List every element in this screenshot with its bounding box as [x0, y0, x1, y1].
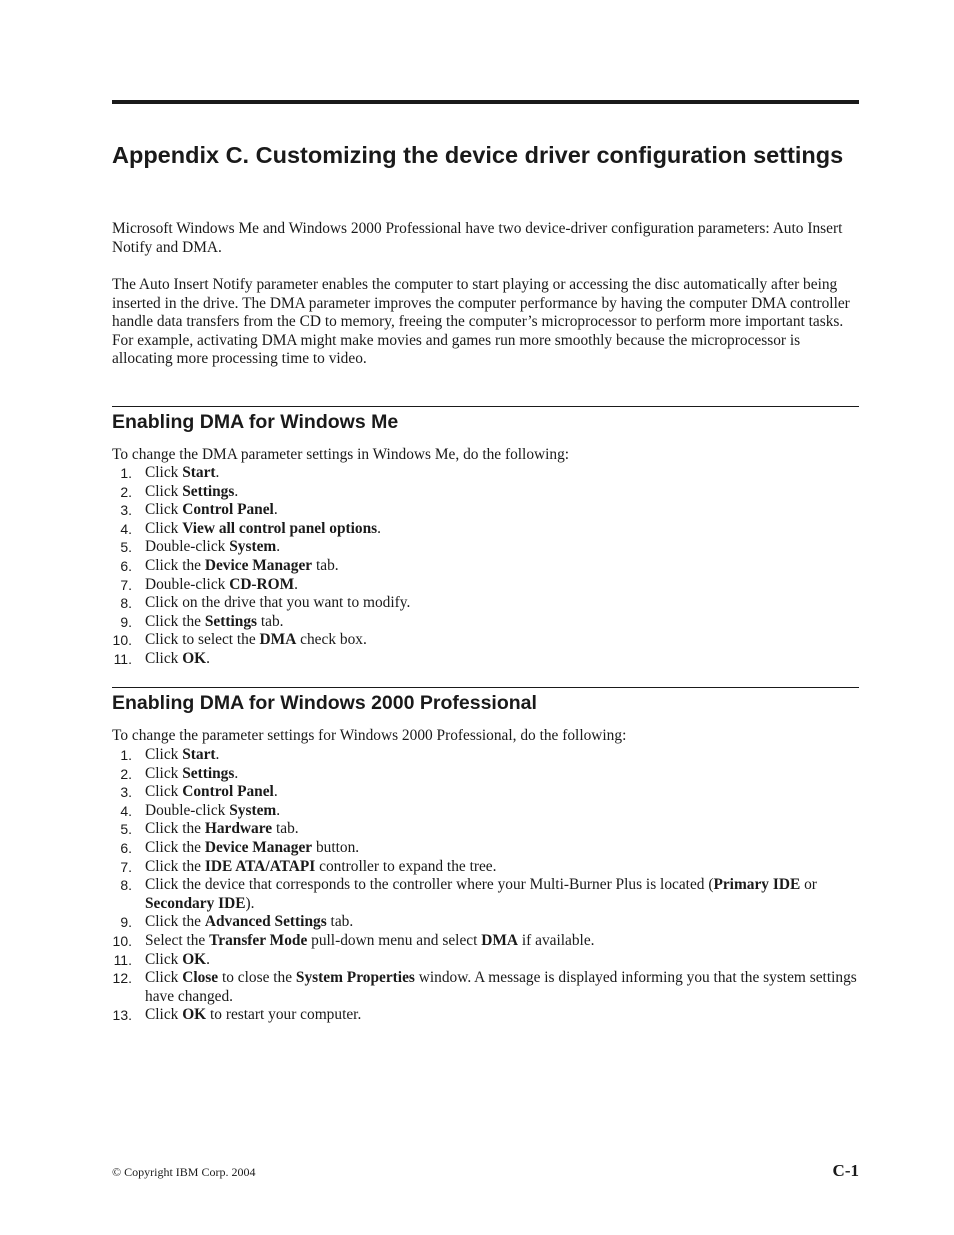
step-item: [112, 951, 859, 970]
step-number: 2.: [120, 765, 132, 782]
ui-term: DMA: [481, 931, 519, 949]
step-text: [145, 650, 210, 667]
ui-term: OK: [182, 1006, 207, 1024]
ui-term: Secondary IDE: [145, 894, 246, 912]
step-number: 4.: [120, 520, 132, 537]
step-number: 13.: [112, 1007, 132, 1024]
step-number: 11.: [113, 650, 132, 667]
ui-term: Settings: [204, 612, 258, 630]
ui-term: System: [229, 538, 277, 556]
step-item: [112, 765, 859, 784]
step-text: [145, 969, 857, 1005]
step-item: [112, 483, 859, 502]
step-text-run: Click: [145, 649, 183, 667]
section-rule-windows-me: [112, 406, 859, 407]
step-number: 4.: [120, 802, 132, 819]
section-lead-windows-me: To change the DMA parameter settings in Windows Me, do the following:: [112, 446, 570, 463]
step-text-run: .: [206, 649, 211, 667]
step-text-run: .: [276, 538, 281, 556]
ui-term: Device Manager: [204, 838, 313, 856]
section-rule-windows-2000: [112, 687, 859, 688]
step-text-run: Click: [145, 783, 183, 801]
step-text-run: .: [234, 482, 239, 500]
step-text-run: Click the: [145, 913, 205, 931]
step-number: 3.: [120, 502, 132, 519]
step-text-run: to restart your computer.: [206, 1006, 362, 1024]
step-text: [145, 783, 278, 800]
step-item: [112, 1006, 859, 1025]
step-number: 3.: [120, 784, 132, 801]
step-text-run: .: [273, 501, 278, 519]
step-number: 7.: [120, 858, 132, 875]
step-text: [145, 951, 210, 968]
ui-term: Close: [182, 969, 219, 987]
ui-term: CD-ROM: [229, 575, 295, 593]
step-text-run: Click: [145, 501, 183, 519]
step-text-run: Double-click: [145, 575, 230, 593]
ui-term: Control Panel: [182, 501, 274, 519]
ui-term: IDE ATA/ATAPI: [204, 857, 316, 875]
top-rule: [112, 100, 859, 104]
steps-list-windows-me: [112, 464, 859, 669]
step-item: [112, 802, 859, 821]
step-text-run: Click to select the: [145, 631, 260, 649]
step-text: [145, 501, 278, 518]
step-number: 10.: [112, 632, 132, 649]
step-text: [145, 802, 280, 819]
step-text: [145, 820, 299, 837]
ui-term: OK: [182, 649, 207, 667]
intro-paragraph-2: The Auto Insert Notify parameter enables the computer to start playing or accessing the disc automatically after being inserted in the drive. The DMA parameter improves the computer performance by having the computer DMA controller handle data transfers from the CD to memory, freeing the computer’s microprocessor to perform more important tasks. For example, activating DMA might make movies and games run more smoothly because the microprocessor is allocating more processing time to video.: [112, 276, 850, 368]
step-item: [112, 594, 859, 613]
step-text-run: tab.: [326, 913, 354, 931]
step-number: 6.: [120, 557, 132, 574]
step-number: 9.: [120, 914, 132, 931]
step-item: [112, 969, 859, 1006]
step-text-run: .: [273, 783, 278, 801]
step-text-run: tab.: [312, 556, 339, 574]
step-number: 11.: [113, 951, 132, 968]
step-number: 7.: [120, 576, 132, 593]
ui-term: Start: [182, 464, 216, 481]
step-text-run: button.: [312, 838, 360, 856]
ui-term: Device Manager: [204, 556, 313, 574]
step-item: [112, 858, 859, 877]
step-text: [145, 520, 381, 537]
ui-term: System: [229, 801, 277, 819]
step-text-run: Click: [145, 950, 183, 968]
step-item: [112, 464, 859, 483]
step-number: 1.: [120, 747, 132, 763]
step-text-run: to close the: [218, 969, 296, 987]
step-text: [145, 594, 410, 611]
step-item: [112, 576, 859, 595]
step-text-run: pull-down menu and select: [307, 931, 482, 949]
step-text-run: Click: [145, 746, 183, 763]
step-text-run: or: [800, 876, 817, 894]
section-lead-windows-2000: To change the parameter settings for Windows 2000 Professional, do the following:: [112, 727, 627, 744]
step-text-run: tab.: [272, 820, 299, 838]
ui-term: Control Panel: [182, 783, 274, 801]
section-heading-windows-2000: Enabling DMA for Windows 2000 Professional: [112, 692, 537, 714]
step-text-run: Click: [145, 764, 183, 782]
step-number: 5.: [120, 539, 132, 556]
step-text: [145, 613, 284, 630]
step-text-run: Click: [145, 519, 183, 537]
step-text-run: Click the device that corresponds to the controller where your Multi-Burner Plus is located (: [145, 876, 714, 894]
step-number: 2.: [120, 483, 132, 500]
step-text-run: .: [234, 764, 239, 782]
step-number: 5.: [120, 821, 132, 838]
ui-term: System Properties: [295, 969, 415, 987]
step-text-run: controller to expand the tree.: [315, 857, 497, 875]
page-title: Appendix C. Customizing the device driver configuration settings: [112, 142, 844, 168]
step-text-run: Click the: [145, 857, 205, 875]
step-item: [112, 520, 859, 539]
step-text-run: Select the: [145, 931, 210, 949]
step-item: [112, 783, 859, 802]
section-heading-windows-me: Enabling DMA for Windows Me: [112, 411, 399, 433]
step-item: [112, 839, 859, 858]
step-item: [112, 876, 859, 913]
step-text-run: Click the: [145, 820, 205, 838]
step-number: 8.: [120, 595, 132, 612]
step-text-run: .: [206, 950, 211, 968]
footer-copyright: © Copyright IBM Corp. 2004: [112, 1165, 256, 1179]
step-text: [145, 538, 280, 555]
step-number: 10.: [112, 932, 132, 949]
step-text-run: .: [215, 746, 220, 763]
step-item: [112, 746, 859, 765]
step-text-run: Click: [145, 482, 183, 500]
step-item: [112, 501, 859, 520]
steps-list-windows-2000: [112, 746, 859, 1025]
step-text-run: Click the: [145, 612, 205, 630]
step-text-run: Double-click: [145, 801, 230, 819]
step-number: 1.: [120, 465, 132, 481]
step-text: [145, 464, 219, 481]
step-item: [112, 650, 859, 669]
ui-term: DMA: [259, 631, 297, 649]
step-text: [145, 576, 298, 593]
step-text-run: .: [377, 519, 382, 537]
step-item: [112, 932, 859, 951]
step-item: [112, 538, 859, 557]
footer-page-number: C-1: [832, 1161, 859, 1180]
ui-term: Settings: [182, 764, 235, 782]
ui-term: Primary IDE: [713, 876, 801, 894]
step-item: [112, 613, 859, 632]
step-text-run: ).: [245, 894, 255, 912]
step-number: 8.: [120, 877, 132, 894]
step-text: [145, 858, 497, 875]
step-item: [112, 820, 859, 839]
ui-term: OK: [182, 950, 207, 968]
step-text: [145, 1006, 361, 1023]
step-text: [145, 932, 595, 949]
intro-paragraph-1: Microsoft Windows Me and Windows 2000 Professional have two device-driver configuration parameters: Auto Insert Notify and DMA.: [112, 220, 843, 256]
step-text: [145, 557, 339, 574]
ui-term: Advanced Settings: [204, 913, 327, 931]
step-text-run: tab.: [257, 612, 284, 630]
ui-term: Transfer Mode: [209, 931, 308, 949]
step-text-run: Click: [145, 464, 183, 481]
step-text-run: Click on the drive that you want to modify.: [145, 594, 411, 612]
step-text-run: Click: [145, 1006, 183, 1024]
step-text: [145, 746, 219, 763]
step-text-run: window. A message is displayed informing you that the system settings have changed.: [145, 969, 857, 1005]
ui-term: Start: [182, 746, 216, 763]
step-text: [145, 483, 238, 500]
step-text: [145, 876, 817, 912]
step-text: [145, 765, 238, 782]
step-text-run: .: [276, 801, 281, 819]
step-text-run: .: [215, 464, 220, 481]
step-text-run: Click the: [145, 838, 205, 856]
step-text: [145, 839, 359, 856]
ui-term: Hardware: [204, 820, 273, 838]
step-text-run: Click the: [145, 556, 205, 574]
step-text-run: .: [294, 575, 299, 593]
step-text-run: if available.: [518, 931, 595, 949]
step-text-run: Double-click: [145, 538, 230, 556]
step-item: [112, 631, 859, 650]
step-number: 6.: [120, 839, 132, 856]
step-item: [112, 913, 859, 932]
step-item: [112, 557, 859, 576]
step-text: [145, 913, 353, 930]
ui-term: View all control panel options: [182, 519, 378, 537]
step-text-run: Click: [145, 969, 183, 987]
step-text: [145, 631, 367, 648]
step-number: 9.: [120, 613, 132, 630]
step-number: 12.: [112, 970, 132, 987]
step-text-run: check box.: [296, 631, 367, 649]
ui-term: Settings: [182, 482, 235, 500]
